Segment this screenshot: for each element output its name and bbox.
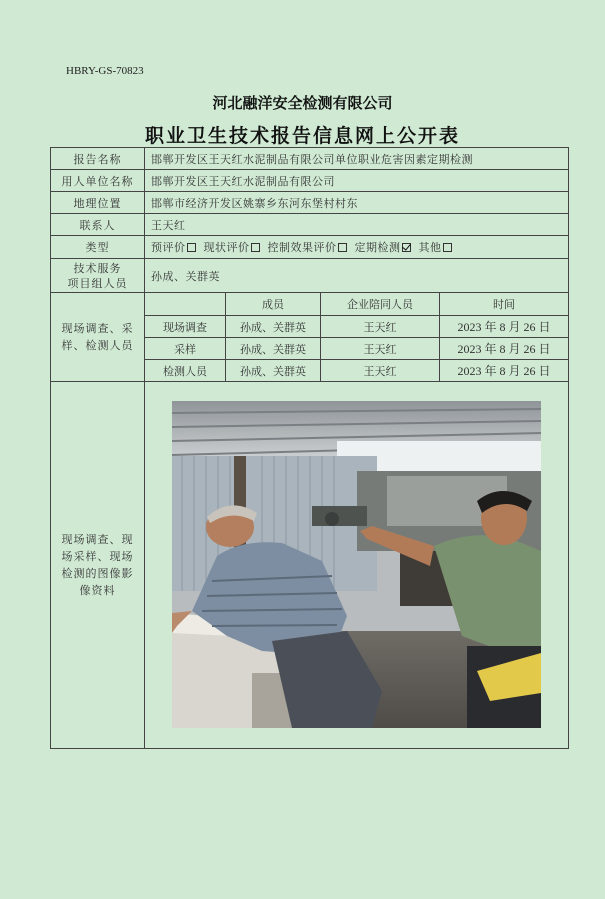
survey-escort: 王天红 bbox=[321, 316, 440, 338]
type-option-status-evaluation[interactable] bbox=[204, 241, 268, 254]
checked-checkbox-icon[interactable] bbox=[402, 243, 411, 252]
photo-container bbox=[145, 382, 568, 748]
survey-escort: 王天红 bbox=[321, 360, 440, 382]
type-options bbox=[145, 236, 569, 259]
type-label: 类型 bbox=[51, 236, 145, 259]
employer-label: 用人单位名称 bbox=[51, 170, 145, 192]
row-location bbox=[51, 192, 569, 214]
survey-date: 2023 年 8 月 26 日 bbox=[440, 360, 569, 382]
team-label-line: 技术服务 bbox=[73, 261, 122, 275]
type-option-pre-evaluation[interactable] bbox=[151, 241, 204, 254]
survey-header-escort: 企业陪同人员 bbox=[321, 293, 440, 316]
location-label: 地理位置 bbox=[51, 192, 145, 214]
survey-escort: 王天红 bbox=[321, 338, 440, 360]
checkbox-icon[interactable] bbox=[338, 243, 347, 252]
row-type bbox=[51, 236, 569, 259]
type-option-control-evaluation[interactable] bbox=[268, 241, 355, 254]
type-option-other[interactable] bbox=[419, 241, 460, 254]
company-name: 河北融洋安全检测有限公司 bbox=[212, 94, 393, 112]
row-site-images bbox=[51, 382, 569, 749]
type-option-label: 定期检测 bbox=[354, 241, 401, 254]
survey-header-members: 成员 bbox=[226, 293, 321, 316]
type-option-label: 预评价 bbox=[151, 241, 186, 254]
row-employer bbox=[51, 170, 569, 192]
images-label-line: 检测的图像影 bbox=[61, 567, 134, 580]
report-name-label: 报告名称 bbox=[51, 148, 145, 170]
survey-header-blank bbox=[145, 293, 226, 316]
survey-label-line: 样、检测人员 bbox=[61, 339, 134, 352]
type-option-periodic-testing[interactable] bbox=[355, 241, 419, 254]
survey-role: 现场调查 bbox=[145, 316, 226, 338]
contact-label: 联系人 bbox=[51, 214, 145, 236]
checkbox-icon[interactable] bbox=[443, 243, 452, 252]
survey-label bbox=[51, 293, 145, 382]
type-option-label: 现状评价 bbox=[203, 241, 250, 254]
team-label bbox=[51, 259, 145, 293]
team-value: 孙成、关群英 bbox=[145, 259, 569, 293]
type-option-label: 其他 bbox=[418, 241, 442, 254]
team-label-line: 项目组人员 bbox=[67, 276, 128, 290]
location-value: 邯郸市经济开发区姚寨乡东河东堡村村东 bbox=[145, 192, 569, 214]
site-photo bbox=[172, 401, 541, 728]
survey-label-line: 现场调查、采 bbox=[61, 322, 134, 335]
images-cell bbox=[145, 382, 569, 749]
report-name-value: 邯郸开发区王天红水泥制品有限公司单位职业危害因素定期检测 bbox=[145, 148, 569, 170]
contact-value: 王天红 bbox=[145, 214, 569, 236]
survey-header-row bbox=[51, 293, 569, 316]
document-code: HBRY-GS-70823 bbox=[66, 65, 144, 77]
type-option-label: 控制效果评价 bbox=[267, 241, 337, 254]
employer-value: 邯郸开发区王天红水泥制品有限公司 bbox=[145, 170, 569, 192]
survey-role: 采样 bbox=[145, 338, 226, 360]
survey-role: 检测人员 bbox=[145, 360, 226, 382]
checkbox-icon[interactable] bbox=[251, 243, 260, 252]
survey-members: 孙成、关群英 bbox=[226, 360, 321, 382]
disclosure-form-table bbox=[50, 147, 569, 749]
survey-members: 孙成、关群英 bbox=[226, 338, 321, 360]
images-label-line: 现场调查、现 bbox=[61, 533, 134, 546]
row-contact bbox=[51, 214, 569, 236]
page-title: 职业卫生技术报告信息网上公开表 bbox=[144, 125, 460, 147]
survey-date: 2023 年 8 月 26 日 bbox=[440, 338, 569, 360]
images-label-line: 像资料 bbox=[79, 584, 116, 597]
row-team bbox=[51, 259, 569, 293]
row-report-name bbox=[51, 148, 569, 170]
images-label bbox=[51, 382, 145, 749]
checkbox-icon[interactable] bbox=[187, 243, 196, 252]
images-label-line: 场采样、现场 bbox=[61, 550, 134, 563]
survey-header-time: 时间 bbox=[440, 293, 569, 316]
survey-date: 2023 年 8 月 26 日 bbox=[440, 316, 569, 338]
survey-members: 孙成、关群英 bbox=[226, 316, 321, 338]
